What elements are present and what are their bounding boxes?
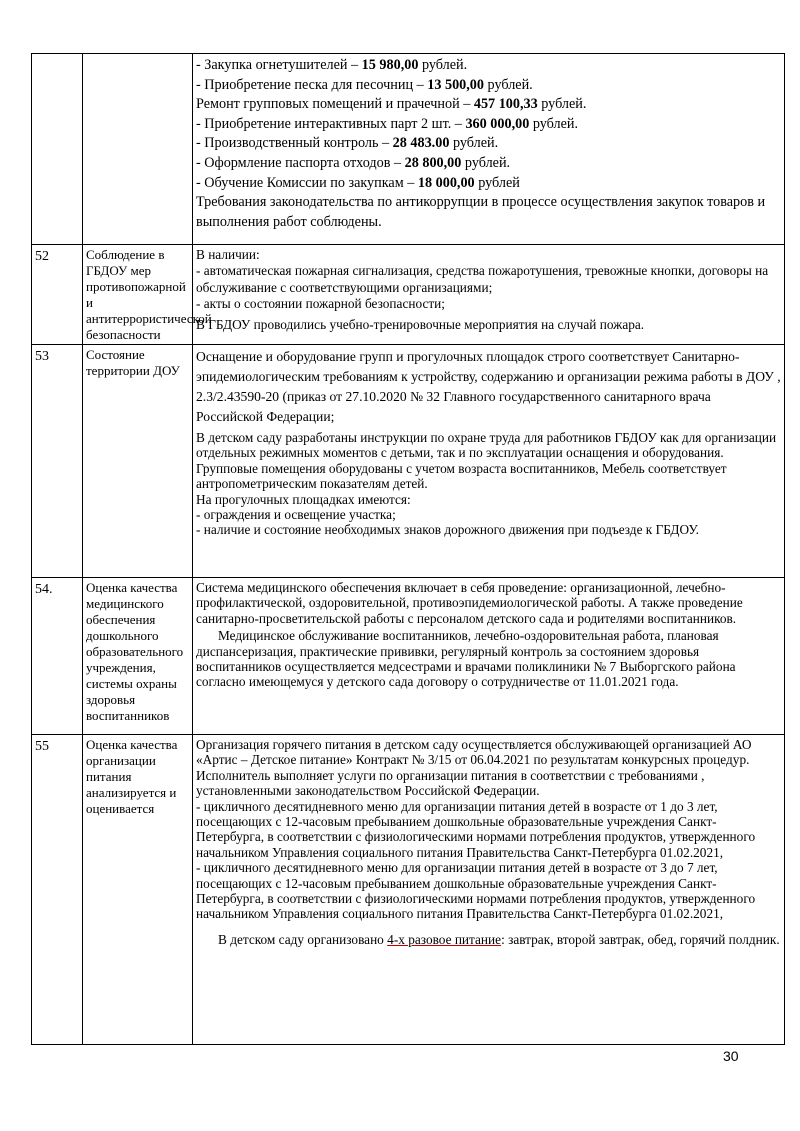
row-number: 55: [32, 735, 83, 1045]
text-run: рублей.: [483, 76, 533, 93]
amount-value: 457 100,33: [473, 96, 538, 113]
paragraph: Система медицинского обеспечения включает в себя проведение: организационной, лечебно-профилактической, оздоровительной, противоэпидемиологической работы. А также проведение санитарно-просветительской работы с персоналом детского сада и родителями воспитанников.: [196, 580, 743, 626]
table-row: [32, 245, 785, 345]
text-run: - Приобретение песка для песочниц –: [196, 76, 428, 93]
row-content: [193, 245, 785, 345]
expense-line: [196, 174, 781, 194]
row-content: [193, 578, 785, 735]
row-title: Состояние территории ДОУ: [83, 345, 193, 578]
paragraph: Оснащение и оборудование групп и прогулочных площадок строго соответствует Санитарно-эпидемиологическим требованиям к устройству, содержанию и организации режима работы в ДОУ , 2.3/2.43590-20 (приказ от 27.10.2020 № 32 Главного государственного санитарного врача Российской Федерации;: [196, 349, 781, 424]
paragraph: - наличие и состояние необходимых знаков дорожного движения при подъезде к ГБДОУ.: [196, 522, 699, 538]
text-run: рублей: [474, 174, 520, 191]
paragraph: Медицинское обслуживание воспитанников, лечебно-оздоровительная работа, плановая диспансеризация, практические прививки, регулярный контроль за состоянием здоровья воспитанников осуществляется медсестрами и врачами поликлиники № 7 Выборгского района согласно имеющемуся у детского сада договору о сотрудничестве от 11.01.2021 года.: [196, 628, 736, 690]
table-row: [32, 54, 785, 245]
text-run: рублей.: [449, 135, 499, 152]
paragraph: - автоматическая пожарная сигнализация, средства пожаротушения, тревожные кнопки, договоры на обслуживание с соответствующими организациями;: [196, 263, 769, 295]
expense-list: [196, 56, 781, 193]
row-title: [83, 54, 193, 245]
paragraph: На прогулочных площадках имеются:: [196, 491, 411, 507]
paragraph: Требования законодательства по антикоррупции в процессе осуществления закупок товаров и выполнения работ соблюдены.: [196, 194, 766, 230]
paragraph: [196, 932, 781, 947]
underlined-text: 4-х разовое питание: [387, 931, 502, 947]
text-run: рублей.: [537, 96, 587, 113]
expense-line: [196, 134, 781, 154]
row-content: [193, 735, 785, 1045]
text-run: - Производственный контроль –: [196, 135, 393, 152]
amount-value: 360 000,00: [465, 115, 530, 132]
expense-line: [196, 95, 781, 115]
page-number: 30: [723, 1048, 739, 1064]
row-number: 53: [32, 345, 83, 578]
expense-line: [196, 115, 781, 135]
row-number: 52: [32, 245, 83, 345]
expense-line: [196, 154, 781, 174]
paragraph: В наличии:: [196, 247, 260, 262]
report-table: [31, 53, 785, 1045]
amount-value: 28 800,00: [404, 154, 462, 171]
row-title: Соблюдение в ГБДОУ мер противопожарной и антитеррористической безопасности: [83, 245, 193, 345]
expense-line: [196, 56, 781, 76]
row-number: [32, 54, 83, 245]
text-run: - Оформление паспорта отходов –: [196, 154, 405, 171]
paragraph: - акты о состоянии пожарной безопасности;: [196, 296, 445, 312]
table-row: [32, 345, 785, 578]
paragraph: - цикличного десятидневного меню для организации питания детей в возрасте от 1 до 3 лет, посещающих с 12-часовым пребыванием дошкольные образовательные учреждения Санкт-Петербурга, в соответствии с физиологическими нормами потребления продуктов, утвержденного начальником Управления социального питания Правительства Санкт-Петербурга 01.02.2021,: [196, 798, 756, 860]
text-run: рублей.: [461, 154, 511, 171]
paragraph: Организация горячего питания в детском саду осуществляется обслуживающей организацией АО «Артис – Детское питание» Контракт № 3/15 от 06.04.2021 по результатам конкурсных процедур. Исполнитель выполняет услуги по организации питания в соответствии с требованиями , установленными законодательством Российской Федерации.: [196, 737, 752, 799]
text-run: рублей.: [418, 57, 468, 73]
amount-value: 15 980,00: [361, 57, 419, 73]
row-number: 54.: [32, 578, 83, 735]
paragraph: - цикличного десятидневного меню для организации питания детей в возрасте от 3 до 7 лет, посещающих с 12-часовым пребыванием дошкольные образовательные учреждения Санкт-Петербурга, в соответствии с физиологическими нормами потребления продуктов, утвержденного начальником Управления социального питания Правительства Санкт-Петербурга 01.02.2021,: [196, 860, 756, 922]
row-content: [193, 345, 785, 578]
row-title: Оценка качества медицинского обеспечения дошкольного образовательного учреждения, системы охраны здоровья воспитанников: [83, 578, 193, 735]
text-run: В детском саду организовано: [218, 931, 388, 947]
text-run: - Приобретение интерактивных парт 2 шт. –: [196, 115, 466, 132]
paragraph: В детском саду разработаны инструкции по охране труда для работников ГБДОУ как для организации отдельных режимных моментов с детьми, так и по эксплуатации оснащения и оборудования.: [196, 430, 777, 461]
text-run: - Закупка огнетушителей –: [196, 57, 362, 73]
expense-line: [196, 76, 781, 96]
paragraph: В ГБДОУ проводились учебно-тренировочные мероприятия на случай пожара.: [196, 316, 645, 332]
text-run: Ремонт групповых помещений и прачечной –: [196, 96, 474, 113]
table-row: [32, 578, 785, 735]
row-content: [193, 54, 785, 245]
amount-value: 18 000,00: [417, 174, 475, 191]
table-row: [32, 735, 785, 1045]
paragraph: - ограждения и освещение участка;: [196, 507, 396, 523]
amount-value: 28 483.00: [392, 135, 450, 152]
text-run: : завтрак, второй завтрак, обед, горячий полдник.: [501, 931, 780, 947]
text-run: рублей.: [529, 115, 579, 132]
amount-value: 13 500,00: [427, 76, 484, 93]
text-run: - Обучение Комиссии по закупкам –: [196, 174, 418, 191]
row-title: Оценка качества организации питания анализируется и оценивается: [83, 735, 193, 1045]
paragraph: Групповые помещения оборудованы с учетом возраста воспитанников, Мебель соответствует антропометрическим показателям детей.: [196, 460, 727, 492]
